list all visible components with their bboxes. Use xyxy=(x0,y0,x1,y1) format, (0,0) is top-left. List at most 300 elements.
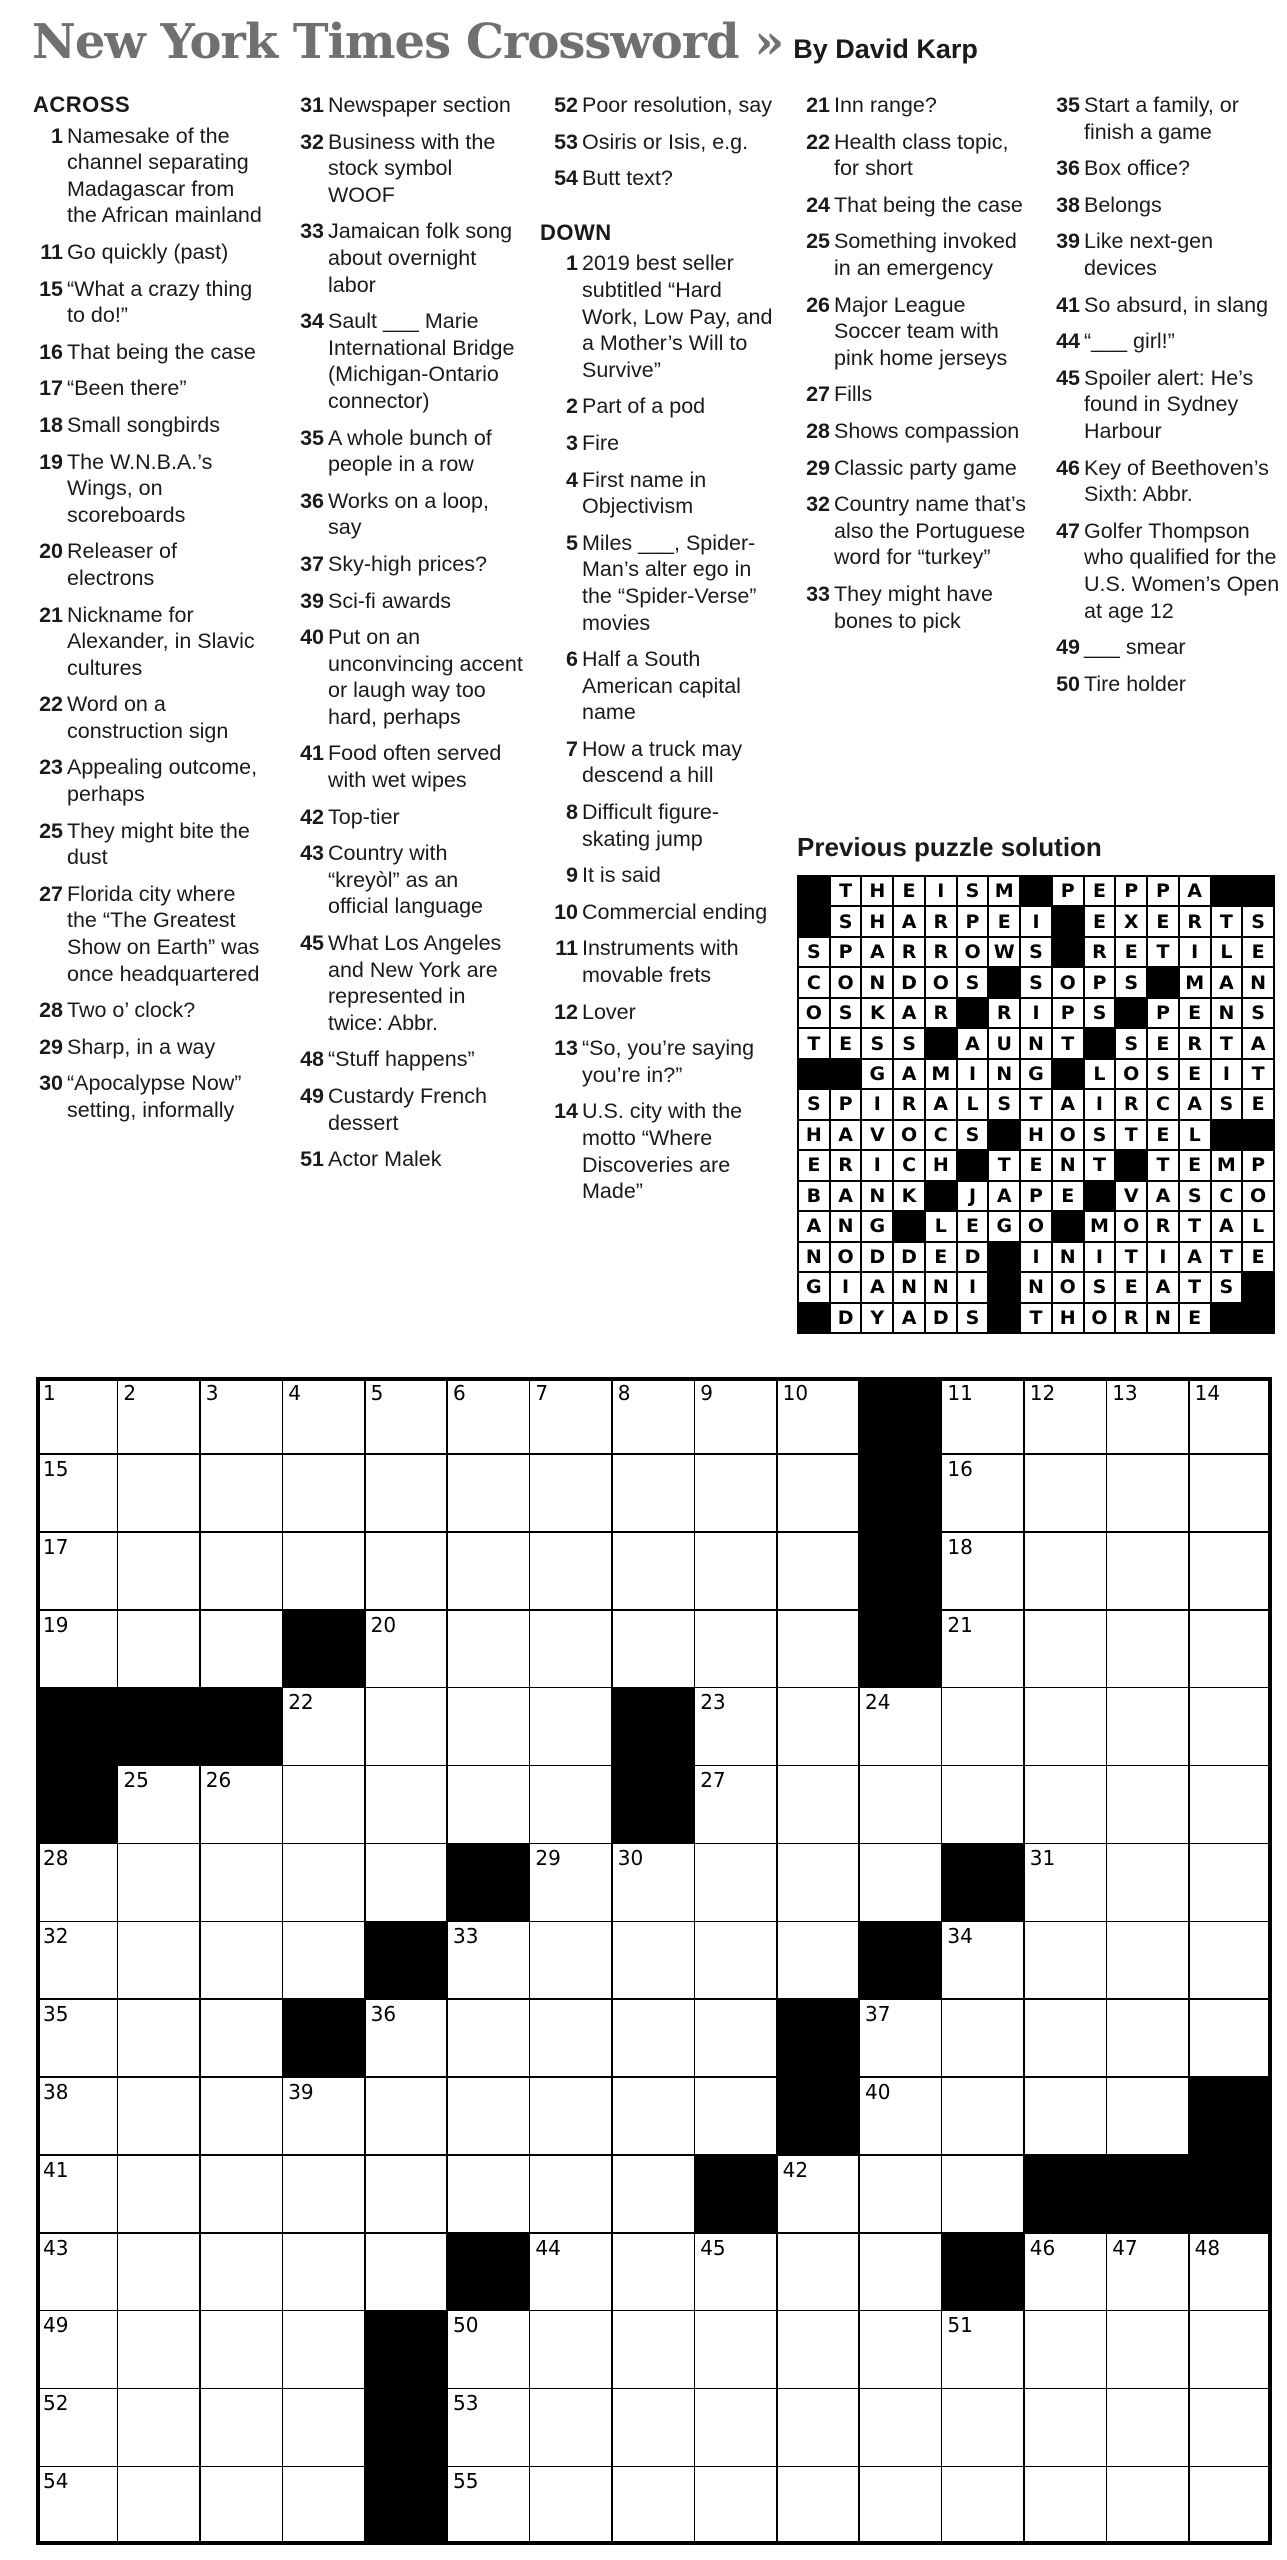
grid-cell[interactable] xyxy=(448,2467,531,2545)
grid-cell[interactable] xyxy=(448,2078,531,2156)
grid-cell[interactable] xyxy=(778,2311,861,2389)
grid-cell[interactable] xyxy=(695,1455,778,1533)
grid-cell[interactable] xyxy=(942,1766,1025,1844)
solution-cell: O xyxy=(1116,1212,1146,1240)
grid-cell[interactable] xyxy=(695,2311,778,2389)
grid-cell[interactable] xyxy=(201,1533,284,1611)
grid-cell[interactable] xyxy=(36,1922,119,2000)
cell-number: 33 xyxy=(453,1924,479,1949)
grid-cell[interactable] xyxy=(366,1688,449,1766)
grid-cell[interactable] xyxy=(201,1766,284,1844)
clue xyxy=(1042,192,1282,219)
solution-cell: E xyxy=(1180,1060,1210,1088)
solution-cell: R xyxy=(831,1151,861,1179)
grid-cell[interactable] xyxy=(695,2234,778,2312)
black-square xyxy=(942,1844,1025,1922)
clue xyxy=(286,1083,524,1136)
cell-number: 29 xyxy=(535,1846,561,1871)
grid-cell[interactable] xyxy=(366,2234,449,2312)
clue-number: 22 xyxy=(806,129,830,154)
grid-cell[interactable] xyxy=(860,1688,943,1766)
grid-cell[interactable] xyxy=(860,2000,943,2078)
grid-cell[interactable] xyxy=(613,2000,696,2078)
grid-cell[interactable] xyxy=(36,1611,119,1689)
grid-cell[interactable] xyxy=(118,2311,201,2389)
grid-cell[interactable] xyxy=(201,1377,284,1455)
grid-cell[interactable] xyxy=(1025,2311,1108,2389)
grid-cell[interactable] xyxy=(1190,1688,1273,1766)
grid-cell[interactable] xyxy=(942,2389,1025,2467)
grid-cell[interactable] xyxy=(1107,2078,1190,2156)
grid-cell[interactable] xyxy=(530,1377,613,1455)
grid-cell[interactable] xyxy=(201,1922,284,2000)
grid-cell[interactable] xyxy=(778,1766,861,1844)
grid-cell[interactable] xyxy=(778,1611,861,1689)
clue-number: 27 xyxy=(806,382,830,407)
grid-cell[interactable] xyxy=(1107,1766,1190,1844)
grid-cell[interactable] xyxy=(283,2389,366,2467)
clue xyxy=(792,228,1032,281)
clue-text: Business with the stock symbol WOOF xyxy=(328,129,496,207)
clue-number: 46 xyxy=(1056,455,1080,480)
cell-number: 45 xyxy=(700,2235,726,2260)
grid-cell[interactable] xyxy=(778,1455,861,1533)
solution-cell: L xyxy=(1085,1060,1115,1088)
grid-cell[interactable] xyxy=(283,1688,366,1766)
solution-cell: I xyxy=(1021,1243,1051,1271)
grid-cell[interactable] xyxy=(118,1844,201,1922)
solution-cell: T xyxy=(1021,1304,1051,1332)
black-square xyxy=(36,1766,119,1844)
solution-cell: N xyxy=(1243,968,1273,996)
clue-text: Poor resolution, say xyxy=(582,93,773,117)
grid-cell[interactable] xyxy=(1025,2234,1108,2312)
clue-text: Key of Beethoven’s Sixth: Abbr. xyxy=(1084,455,1269,507)
grid-cell[interactable] xyxy=(530,1611,613,1689)
solution-cell: P xyxy=(831,938,861,966)
grid-cell[interactable] xyxy=(695,1766,778,1844)
grid-cell[interactable] xyxy=(942,2467,1025,2545)
grid-cell[interactable] xyxy=(613,1611,696,1689)
clue-number: 39 xyxy=(1056,229,1080,254)
grid-cell[interactable] xyxy=(118,2467,201,2545)
clue-text: Lover xyxy=(582,999,636,1024)
grid-cell[interactable] xyxy=(613,2234,696,2312)
clue xyxy=(33,691,268,744)
grid-cell[interactable] xyxy=(1107,1377,1190,1455)
solution-cell: N xyxy=(1021,1029,1051,1057)
solution-cell: S xyxy=(862,1029,892,1057)
grid-cell[interactable] xyxy=(1107,2311,1190,2389)
grid-cell[interactable] xyxy=(530,2156,613,2234)
grid-cell[interactable] xyxy=(695,2389,778,2467)
clue xyxy=(540,999,778,1026)
grid-cell[interactable] xyxy=(942,1377,1025,1455)
black-square xyxy=(366,1922,449,2000)
solution-cell: A xyxy=(989,1182,1019,1210)
grid-cell[interactable] xyxy=(613,2389,696,2467)
grid-cell[interactable] xyxy=(860,2234,943,2312)
grid-cell[interactable] xyxy=(448,2000,531,2078)
clue xyxy=(540,1098,778,1204)
grid-cell[interactable] xyxy=(1190,1611,1273,1689)
grid-cell[interactable] xyxy=(448,1611,531,1689)
grid-cell[interactable] xyxy=(448,1533,531,1611)
grid-cell[interactable] xyxy=(36,1533,119,1611)
grid-cell[interactable] xyxy=(118,2000,201,2078)
grid-cell[interactable] xyxy=(1025,1766,1108,1844)
grid-cell[interactable] xyxy=(1025,2467,1108,2545)
grid-cell[interactable] xyxy=(530,1922,613,2000)
clue-text: Sault ___ Marie International Bridge (Michigan-Ontario connector) xyxy=(328,309,515,413)
clue-number: 45 xyxy=(1056,365,1080,390)
grid-cell[interactable] xyxy=(1025,1688,1108,1766)
solution-cell: T xyxy=(1116,1243,1146,1271)
grid-cell[interactable] xyxy=(366,1611,449,1689)
black-square xyxy=(448,2234,531,2312)
grid-cell[interactable] xyxy=(613,1455,696,1533)
grid-cell[interactable] xyxy=(1190,1844,1273,1922)
grid-cell[interactable] xyxy=(1190,2000,1273,2078)
solution-cell: T xyxy=(1148,938,1178,966)
clue-text: Shows compassion xyxy=(834,418,1020,443)
grid-cell[interactable] xyxy=(1190,2311,1273,2389)
clue xyxy=(33,602,268,682)
clue-text: First name in Objectivism xyxy=(582,467,707,519)
cell-number: 37 xyxy=(865,2001,891,2026)
solution-cell: G xyxy=(862,1060,892,1088)
grid-cell[interactable] xyxy=(448,1922,531,2000)
clue-text: Instruments with movable frets xyxy=(582,936,739,988)
solution-cell: R xyxy=(926,938,956,966)
solution-cell: I xyxy=(1212,1060,1242,1088)
grid-cell[interactable] xyxy=(201,2467,284,2545)
grid-cell[interactable] xyxy=(1107,2000,1190,2078)
solution-cell: E xyxy=(958,1212,988,1240)
grid-cell[interactable] xyxy=(1190,1377,1273,1455)
clue-column-5 xyxy=(1042,92,1282,707)
grid-cell[interactable] xyxy=(695,2078,778,2156)
grid-cell[interactable] xyxy=(1190,1455,1273,1533)
solution-cell: P xyxy=(1085,968,1115,996)
grid-cell[interactable] xyxy=(283,1377,366,1455)
grid-cell[interactable] xyxy=(613,2467,696,2545)
grid-cell[interactable] xyxy=(448,1766,531,1844)
grid-cell[interactable] xyxy=(1190,2389,1273,2467)
grid-cell[interactable] xyxy=(1190,1922,1273,2000)
grid-cell[interactable] xyxy=(942,2000,1025,2078)
cell-number: 42 xyxy=(782,2157,809,2182)
grid-cell[interactable] xyxy=(613,1377,696,1455)
clue-text: Word on a construction sign xyxy=(67,692,229,743)
clue-number: 11 xyxy=(40,239,63,264)
grid-cell[interactable] xyxy=(118,1377,201,1455)
grid-cell[interactable] xyxy=(283,1844,366,1922)
grid-cell[interactable] xyxy=(36,2000,119,2078)
cell-number: 18 xyxy=(947,1534,973,1559)
grid-cell[interactable] xyxy=(530,2078,613,2156)
cell-number: 55 xyxy=(453,2469,479,2494)
solution-cell: I xyxy=(1021,907,1051,935)
grid-cell[interactable] xyxy=(1107,1688,1190,1766)
grid-cell[interactable] xyxy=(36,1844,119,1922)
grid-cell[interactable] xyxy=(36,2234,119,2312)
grid-cell[interactable] xyxy=(283,2311,366,2389)
grid-cell[interactable] xyxy=(1107,1922,1190,2000)
grid-cell[interactable] xyxy=(366,2156,449,2234)
grid-cell[interactable] xyxy=(613,1922,696,2000)
grid-cell[interactable] xyxy=(778,1688,861,1766)
clue-number: 35 xyxy=(300,425,324,450)
grid-cell[interactable] xyxy=(283,2234,366,2312)
grid-cell[interactable] xyxy=(36,2311,119,2389)
clue-text: Belongs xyxy=(1084,192,1162,217)
grid-cell[interactable] xyxy=(366,1533,449,1611)
cell-number: 10 xyxy=(782,1381,809,1405)
grid-cell[interactable] xyxy=(118,2389,201,2467)
grid-cell[interactable] xyxy=(860,2078,943,2156)
black-square xyxy=(1107,2156,1190,2234)
grid-cell[interactable] xyxy=(1025,1922,1108,2000)
grid-cell[interactable] xyxy=(1025,2389,1108,2467)
grid-cell[interactable] xyxy=(448,1455,531,1533)
solution-cell: C xyxy=(799,968,829,996)
grid-cell[interactable] xyxy=(530,2467,613,2545)
solution-cell: I xyxy=(1148,1243,1178,1271)
grid-cell[interactable] xyxy=(695,1611,778,1689)
grid-cell[interactable] xyxy=(1190,1766,1273,1844)
grid-cell[interactable] xyxy=(778,2467,861,2545)
solution-cell: O xyxy=(831,968,861,996)
grid-cell[interactable] xyxy=(695,1844,778,1922)
grid-cell[interactable] xyxy=(860,2389,943,2467)
grid-cell[interactable] xyxy=(530,2311,613,2389)
solution-cell: C xyxy=(894,1151,924,1179)
grid-cell[interactable] xyxy=(1025,1533,1108,1611)
solution-cell: T xyxy=(1148,1151,1178,1179)
grid-cell[interactable] xyxy=(366,1766,449,1844)
grid-cell[interactable] xyxy=(695,1922,778,2000)
grid-cell[interactable] xyxy=(1107,2234,1190,2312)
solution-cell: O xyxy=(1053,968,1083,996)
grid-cell[interactable] xyxy=(118,2234,201,2312)
cell-number: 12 xyxy=(1029,1381,1056,1405)
grid-cell[interactable] xyxy=(530,1766,613,1844)
grid-cell[interactable] xyxy=(530,2000,613,2078)
grid-cell[interactable] xyxy=(118,1455,201,1533)
clue-number: 32 xyxy=(300,129,324,154)
clue xyxy=(792,381,1032,408)
grid-cell[interactable] xyxy=(1107,2467,1190,2545)
grid-cell[interactable] xyxy=(1190,2234,1273,2312)
clue xyxy=(540,899,778,926)
grid-cell[interactable] xyxy=(778,2389,861,2467)
grid-cell[interactable] xyxy=(201,2000,284,2078)
grid-cell[interactable] xyxy=(201,1844,284,1922)
grid-cell[interactable] xyxy=(942,1922,1025,2000)
solution-cell: H xyxy=(926,1151,956,1179)
grid-cell[interactable] xyxy=(942,1455,1025,1533)
grid-cell[interactable] xyxy=(1025,1844,1108,1922)
solution-cell: A xyxy=(1148,1182,1178,1210)
clue-number: 10 xyxy=(554,899,578,924)
grid-cell[interactable] xyxy=(695,1377,778,1455)
grid-cell[interactable] xyxy=(283,2078,366,2156)
grid-cell[interactable] xyxy=(613,1844,696,1922)
grid-cell[interactable] xyxy=(778,1377,861,1455)
grid-cell[interactable] xyxy=(778,1533,861,1611)
clue-text: Go quickly (past) xyxy=(67,239,229,264)
grid-cell[interactable] xyxy=(36,2078,119,2156)
grid-cell[interactable] xyxy=(201,2234,284,2312)
grid-cell[interactable] xyxy=(366,2000,449,2078)
grid-cell[interactable] xyxy=(283,1922,366,2000)
solution-cell: M xyxy=(989,877,1019,905)
clue-number: 23 xyxy=(39,755,63,780)
grid-cell[interactable] xyxy=(201,2156,284,2234)
clue-text: Spoiler alert: He’s found in Sydney Harbour xyxy=(1084,365,1254,443)
grid-cell[interactable] xyxy=(118,2078,201,2156)
clue-text: Two o’ clock? xyxy=(67,998,196,1023)
grid-cell[interactable] xyxy=(1107,1611,1190,1689)
grid-cell[interactable] xyxy=(860,2311,943,2389)
grid-cell[interactable] xyxy=(366,1844,449,1922)
grid-cell[interactable] xyxy=(448,1377,531,1455)
grid-cell[interactable] xyxy=(860,1766,943,1844)
grid-cell[interactable] xyxy=(613,2156,696,2234)
solution-cell: O xyxy=(926,968,956,996)
grid-cell[interactable] xyxy=(942,1688,1025,1766)
solution-cell: E xyxy=(926,1243,956,1271)
grid-cell[interactable] xyxy=(695,2000,778,2078)
grid-cell[interactable] xyxy=(118,1922,201,2000)
grid-cell[interactable] xyxy=(778,2156,861,2234)
grid-cell[interactable] xyxy=(118,1611,201,1689)
solution-cell: S xyxy=(958,1121,988,1149)
grid-cell[interactable] xyxy=(942,1533,1025,1611)
grid-cell[interactable] xyxy=(1025,1377,1108,1455)
grid-cell[interactable] xyxy=(1107,2389,1190,2467)
grid-cell[interactable] xyxy=(36,1455,119,1533)
grid-cell[interactable] xyxy=(283,2156,366,2234)
grid-cell[interactable] xyxy=(283,1455,366,1533)
grid-cell[interactable] xyxy=(448,2311,531,2389)
grid-cell[interactable] xyxy=(942,2078,1025,2156)
grid-cell[interactable] xyxy=(448,2389,531,2467)
clue-number: 32 xyxy=(806,492,830,517)
clue-text: “What a crazy thing to do!” xyxy=(67,276,253,328)
grid-cell[interactable] xyxy=(1107,1533,1190,1611)
grid-cell[interactable] xyxy=(36,2467,119,2545)
grid-cell[interactable] xyxy=(695,1533,778,1611)
cell-number: 5 xyxy=(370,1381,384,1405)
grid-cell[interactable] xyxy=(613,1533,696,1611)
grid-cell[interactable] xyxy=(1025,2000,1108,2078)
grid-cell[interactable] xyxy=(36,2156,119,2234)
cell-number: 20 xyxy=(370,1612,397,1637)
grid-cell[interactable] xyxy=(118,1766,201,1844)
grid-cell[interactable] xyxy=(778,2234,861,2312)
grid-cell[interactable] xyxy=(942,2311,1025,2389)
grid-cell[interactable] xyxy=(778,1844,861,1922)
solution-cell: W xyxy=(989,938,1019,966)
clue xyxy=(33,412,268,439)
grid-cell[interactable] xyxy=(1025,2078,1108,2156)
grid-cell[interactable] xyxy=(201,1611,284,1689)
grid-cell[interactable] xyxy=(695,1688,778,1766)
grid-cell[interactable] xyxy=(613,2311,696,2389)
clue-number: 49 xyxy=(1056,635,1080,660)
previous-solution-title: Previous puzzle solution xyxy=(797,832,1102,862)
grid-cell[interactable] xyxy=(366,2078,449,2156)
solution-cell: S xyxy=(831,907,861,935)
grid-cell[interactable] xyxy=(530,1533,613,1611)
grid-cell[interactable] xyxy=(283,1766,366,1844)
grid-cell[interactable] xyxy=(1107,1844,1190,1922)
grid-cell[interactable] xyxy=(778,1922,861,2000)
grid-cell[interactable] xyxy=(448,2156,531,2234)
grid-cell[interactable] xyxy=(860,2156,943,2234)
grid-cell[interactable] xyxy=(448,1688,531,1766)
grid-cell[interactable] xyxy=(1190,1533,1273,1611)
grid-cell[interactable] xyxy=(1190,2467,1273,2545)
cell-number: 15 xyxy=(43,1456,69,1481)
grid-cell[interactable] xyxy=(530,2234,613,2312)
grid-cell[interactable] xyxy=(201,2311,284,2389)
grid-cell[interactable] xyxy=(613,2078,696,2156)
grid-cell[interactable] xyxy=(1107,1455,1190,1533)
solution-cell: V xyxy=(1116,1182,1146,1210)
cell-number: 40 xyxy=(865,2079,891,2104)
grid-cell[interactable] xyxy=(1025,1611,1108,1689)
grid-cell[interactable] xyxy=(366,1455,449,1533)
grid-cell[interactable] xyxy=(860,2467,943,2545)
clue-text: Sharp, in a way xyxy=(67,1034,216,1059)
grid-cell[interactable] xyxy=(118,2156,201,2234)
grid-cell[interactable] xyxy=(118,1533,201,1611)
grid-cell[interactable] xyxy=(530,1844,613,1922)
solution-cell: S xyxy=(1085,1273,1115,1301)
cell-number: 7 xyxy=(535,1381,549,1405)
grid-cell[interactable] xyxy=(36,1377,119,1455)
grid-cell[interactable] xyxy=(201,2389,284,2467)
grid-cell[interactable] xyxy=(530,2389,613,2467)
cell-number: 50 xyxy=(453,2313,479,2338)
solution-cell: I xyxy=(1085,1243,1115,1271)
clue-number: 40 xyxy=(300,625,324,650)
solution-cell: A xyxy=(894,1304,924,1332)
grid-cell[interactable] xyxy=(36,2389,119,2467)
grid-cell[interactable] xyxy=(283,2467,366,2545)
grid-cell[interactable] xyxy=(201,1455,284,1533)
solution-cell: N xyxy=(926,1273,956,1301)
solution-cell: N xyxy=(894,1273,924,1301)
solution-cell: D xyxy=(958,1243,988,1271)
grid-cell[interactable] xyxy=(366,1377,449,1455)
grid-cell[interactable] xyxy=(201,2078,284,2156)
solution-cell: T xyxy=(989,1151,1019,1179)
grid-cell[interactable] xyxy=(695,2467,778,2545)
grid-cell[interactable] xyxy=(283,1533,366,1611)
clue-text: Sci-fi awards xyxy=(328,588,452,613)
grid-cell[interactable] xyxy=(530,1688,613,1766)
clue xyxy=(286,740,524,793)
grid-cell[interactable] xyxy=(860,1844,943,1922)
grid-cell[interactable] xyxy=(530,1455,613,1533)
grid-cell[interactable] xyxy=(942,2156,1025,2234)
grid-cell[interactable] xyxy=(942,1611,1025,1689)
grid-cell[interactable] xyxy=(1025,1455,1108,1533)
